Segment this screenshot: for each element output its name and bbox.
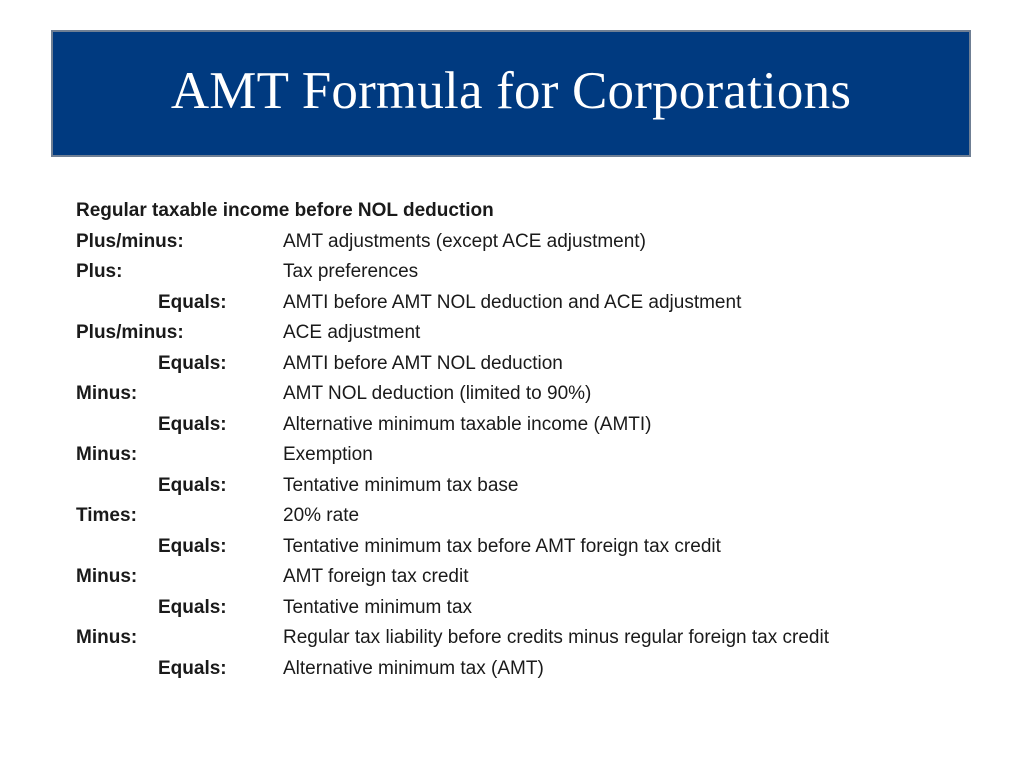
formula-row (76, 501, 976, 532)
formula-description: AMT adjustments (except ACE adjustment) (283, 230, 646, 252)
formula-operator: Minus: (76, 627, 138, 648)
formula-row (76, 654, 976, 685)
formula-row (76, 288, 976, 319)
slide-title: AMT Formula for Corporations (170, 61, 852, 120)
formula-description: Alternative minimum taxable income (AMTI) (283, 413, 652, 435)
formula-operator: Plus: (76, 261, 123, 282)
formula-operator: Equals: (158, 352, 227, 374)
formula-operator: Equals: (158, 413, 227, 435)
title-banner (51, 30, 971, 157)
formula-row (76, 440, 976, 471)
formula-row (76, 471, 976, 502)
formula-row (76, 410, 976, 441)
formula-description: Tax preferences (283, 261, 419, 282)
formula-description: AMT NOL deduction (limited to 90%) (283, 383, 592, 404)
formula-row (76, 257, 976, 288)
formula-description: AMT foreign tax credit (283, 566, 469, 587)
formula-operator: Minus: (76, 444, 138, 465)
formula-description: 20% rate (283, 505, 360, 526)
amt-formula-table (76, 196, 976, 684)
formula-operator: Minus: (76, 383, 138, 404)
formula-description: Exemption (283, 444, 373, 465)
formula-row (76, 562, 976, 593)
formula-description: Tentative minimum tax base (283, 474, 519, 496)
formula-row (76, 623, 976, 654)
formula-row (76, 593, 976, 624)
formula-description: Tentative minimum tax (283, 596, 473, 618)
formula-operator: Plus/minus: (76, 230, 184, 252)
formula-operator: Equals: (158, 535, 227, 557)
formula-operator: Times: (76, 505, 137, 526)
formula-operator: Equals: (158, 657, 227, 679)
formula-row (76, 379, 976, 410)
formula-description: Alternative minimum tax (AMT) (283, 657, 544, 679)
formula-row (76, 318, 976, 349)
formula-description: AMTI before AMT NOL deduction (283, 352, 563, 374)
formula-operator: Minus: (76, 566, 138, 587)
formula-description: Regular tax liability before credits minus regular foreign tax credit (283, 627, 829, 648)
formula-row (76, 349, 976, 380)
formula-heading: Regular taxable income before NOL deduction (76, 200, 494, 221)
formula-description: ACE adjustment (283, 322, 421, 343)
formula-operator: Equals: (158, 474, 227, 496)
formula-description: AMTI before AMT NOL deduction and ACE adjustment (283, 291, 742, 313)
formula-description: Tentative minimum tax before AMT foreign tax credit (283, 535, 721, 557)
formula-operator: Equals: (158, 596, 227, 618)
formula-operator: Plus/minus: (76, 322, 184, 343)
formula-row (76, 532, 976, 563)
formula-row (76, 227, 976, 258)
formula-operator: Equals: (158, 291, 227, 313)
